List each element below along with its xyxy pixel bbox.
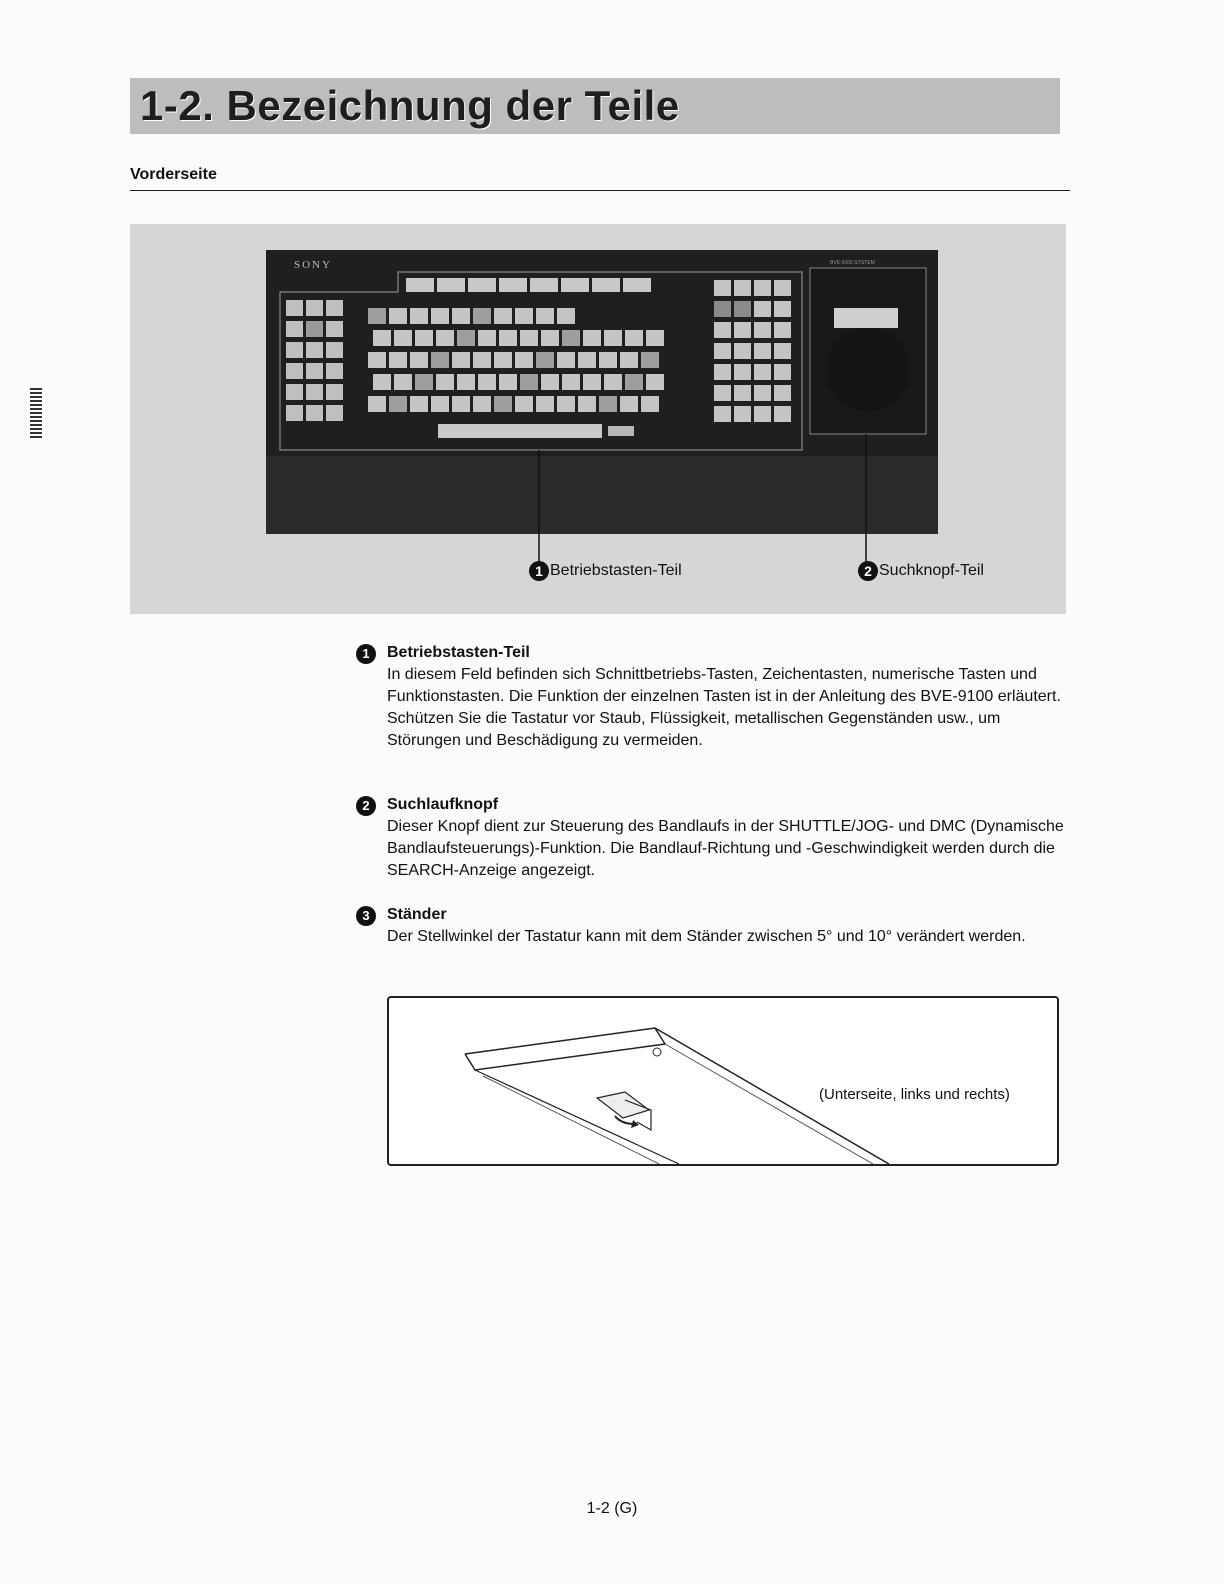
margin-marker: [30, 388, 42, 440]
keyboard-key: [394, 330, 412, 346]
callout-2: [858, 561, 984, 581]
keyboard-key: [494, 308, 512, 324]
keyboard-key: [734, 385, 751, 401]
keyboard-key: [410, 396, 428, 412]
keyboard-key: [734, 343, 751, 359]
keyboard-key: [286, 300, 303, 316]
keyboard-key: [286, 405, 303, 421]
item-body: [387, 816, 1076, 882]
item-staender: [356, 904, 1076, 948]
keyboard-key: [326, 384, 343, 400]
keyboard-key: [774, 343, 791, 359]
item-suchlaufknopf: [356, 794, 1076, 882]
keyboard-key: [457, 374, 475, 390]
keyboard-key: [541, 374, 559, 390]
diagram-caption: (Unterseite, links und rechts): [819, 1086, 1010, 1103]
keyboard-key: [734, 364, 751, 380]
keyboard-key: [499, 278, 527, 292]
item-body: [387, 926, 1076, 948]
keyboard-key: [368, 396, 386, 412]
keyboard-key: [494, 352, 512, 368]
keyboard-key: [774, 364, 791, 380]
keyboard-key: [557, 352, 575, 368]
keyboard-key: [620, 396, 638, 412]
keyboard-key: [714, 301, 731, 317]
search-knob: [826, 328, 910, 412]
keyboard-key: [468, 278, 496, 292]
keyboard-key: [754, 343, 771, 359]
keyboard-key: [561, 278, 589, 292]
keyboard-key: [734, 280, 751, 296]
keyboard-key: [515, 352, 533, 368]
keyboard-key: [536, 396, 554, 412]
keyboard-key: [754, 280, 771, 296]
keyboard-key: [536, 308, 554, 324]
keyboard-key: [436, 374, 454, 390]
keyboard-key: [368, 308, 386, 324]
keyboard-key: [604, 374, 622, 390]
keyboard-key: [599, 396, 617, 412]
subheading: Vorderseite: [130, 166, 217, 183]
keyboard-key: [562, 330, 580, 346]
keyboard-key: [389, 308, 407, 324]
keyboard-key: [578, 352, 596, 368]
keyboard-key: [754, 322, 771, 338]
callout-number-2: 2: [858, 561, 878, 581]
keyboard-key: [389, 352, 407, 368]
keyboard-key: [604, 330, 622, 346]
item-number: 1: [356, 644, 376, 664]
panel-label: BVE-9100 SYSTEM: [830, 260, 875, 266]
keyboard-key: [478, 330, 496, 346]
keyboard-illustration: [130, 224, 1066, 614]
item-paragraph: Der Stellwinkel der Tastatur kann mit dem Ständer zwischen 5° und 10° verändert werden.: [387, 928, 1026, 945]
keyboard-key: [306, 321, 323, 337]
keyboard-key: [641, 352, 659, 368]
keyboard-key: [646, 330, 664, 346]
keyboard-key: [646, 374, 664, 390]
keyboard-key: [714, 385, 731, 401]
keyboard-key: [473, 396, 491, 412]
page-title: 1-2. Bezeichnung der Teile: [140, 82, 680, 129]
keyboard-key: [734, 301, 751, 317]
callout-1: [529, 561, 682, 581]
keyboard-key: [394, 374, 412, 390]
keyboard-key: [774, 406, 791, 422]
keyboard-key: [457, 330, 475, 346]
keyboard-key: [754, 385, 771, 401]
keyboard-key: [415, 374, 433, 390]
extra-key: [608, 426, 634, 436]
keyboard-key: [286, 363, 303, 379]
keyboard-key: [431, 308, 449, 324]
keyboard-key: [499, 330, 517, 346]
keyboard-key: [774, 301, 791, 317]
brand-text: SONY: [294, 259, 332, 271]
keyboard-key: [774, 385, 791, 401]
keyboard-key: [452, 352, 470, 368]
item-betriebstasten: [356, 642, 1076, 752]
keyboard-key: [452, 396, 470, 412]
item-title: Ständer: [387, 906, 447, 923]
keyboard-key: [754, 301, 771, 317]
item-body: [387, 664, 1076, 752]
keyboard-key: [306, 363, 323, 379]
item-paragraph: Dieser Knopf dient zur Steuerung des Bandlaufs in der SHUTTLE/JOG- und DMC (Dynamische Bandlaufsteuerungs)-Funktion. Die Bandlauf-Richtung und -Geschwindigkeit werden durch die SEARCH-Anzeige angezeigt.: [387, 818, 1064, 879]
keyboard-key: [436, 330, 454, 346]
keyboard-key: [368, 352, 386, 368]
keyboard-key: [431, 352, 449, 368]
item-title: Betriebstasten-Teil: [387, 644, 530, 661]
item-paragraph: In diesem Feld befinden sich Schnittbetriebs-Tasten, Zeichentasten, numerische Tasten und Funktionstasten. Die Funktion der einzelnen Tasten ist in der Anleitung des BVE-9100 erläutert.: [387, 666, 1061, 705]
keyboard-key: [583, 330, 601, 346]
callout-label-1: Betriebstasten-Teil: [550, 562, 682, 579]
keyboard-key: [620, 352, 638, 368]
heading-rule: [130, 190, 1070, 191]
keyboard-key: [473, 308, 491, 324]
keyboard-key: [389, 396, 407, 412]
keyboard-key: [714, 343, 731, 359]
callout-label-2: Suchknopf-Teil: [879, 562, 984, 579]
keyboard-key: [625, 374, 643, 390]
keyboard-key: [473, 352, 491, 368]
space-bar: [438, 424, 602, 438]
keyboard-key: [286, 321, 303, 337]
keyboard-key: [520, 330, 538, 346]
section-title-band: [130, 78, 1060, 134]
keyboard-key: [774, 280, 791, 296]
keyboard-key: [286, 342, 303, 358]
keyboard-key: [326, 342, 343, 358]
keyboard-key: [306, 405, 323, 421]
keyboard-key: [562, 374, 580, 390]
item-number: 2: [356, 796, 376, 816]
keyboard-key: [578, 396, 596, 412]
keyboard-key: [437, 278, 465, 292]
search-keys: [834, 308, 898, 328]
keyboard-key: [410, 308, 428, 324]
keyboard-key: [714, 280, 731, 296]
keyboard-key: [286, 384, 303, 400]
keyboard-key: [536, 352, 554, 368]
keyboard-key: [326, 321, 343, 337]
page-number: 1-2 (G): [586, 1500, 638, 1517]
keyboard-key: [541, 330, 559, 346]
keyboard-key: [754, 406, 771, 422]
keyboard-key: [714, 322, 731, 338]
keyboard-key: [494, 396, 512, 412]
keyboard-key: [754, 364, 771, 380]
keyboard-photo: [130, 224, 1066, 614]
keyboard-key: [410, 352, 428, 368]
keyboard-key: [515, 396, 533, 412]
keyboard-key: [623, 278, 651, 292]
keyboard-key: [326, 300, 343, 316]
keyboard-key: [478, 374, 496, 390]
item-number: 3: [356, 906, 376, 926]
keyboard-key: [557, 396, 575, 412]
stand-illustration: [389, 998, 1057, 1164]
keyboard-key: [592, 278, 620, 292]
keyboard-key: [734, 406, 751, 422]
keyboard-key: [641, 396, 659, 412]
keyboard-key: [599, 352, 617, 368]
keyboard-key: [431, 396, 449, 412]
keyboard-key: [583, 374, 601, 390]
keyboard-key: [714, 406, 731, 422]
keyboard-key: [625, 330, 643, 346]
keyboard-key: [373, 374, 391, 390]
keyboard-key: [406, 278, 434, 292]
keyboard-key: [306, 384, 323, 400]
keyboard-key: [326, 405, 343, 421]
keyboard-key: [734, 322, 751, 338]
keyboard-key: [452, 308, 470, 324]
keyboard-key: [415, 330, 433, 346]
keyboard-key: [530, 278, 558, 292]
keyboard-key: [774, 322, 791, 338]
keyboard-key: [326, 363, 343, 379]
item-title: Suchlaufknopf: [387, 796, 499, 813]
keyboard-key: [714, 364, 731, 380]
keyboard-key: [515, 308, 533, 324]
keyboard-key: [306, 300, 323, 316]
item-paragraph: Schützen Sie die Tastatur vor Staub, Flüssigkeit, metallischen Gegenständen usw., um Störungen und Beschädigung zu vermeiden.: [387, 710, 1001, 749]
keyboard-key: [557, 308, 575, 324]
stand-diagram: [387, 996, 1059, 1166]
keyboard-key: [306, 342, 323, 358]
keyboard-key: [499, 374, 517, 390]
keyboard-key: [373, 330, 391, 346]
keyboard-key: [520, 374, 538, 390]
callout-number-1: 1: [529, 561, 549, 581]
